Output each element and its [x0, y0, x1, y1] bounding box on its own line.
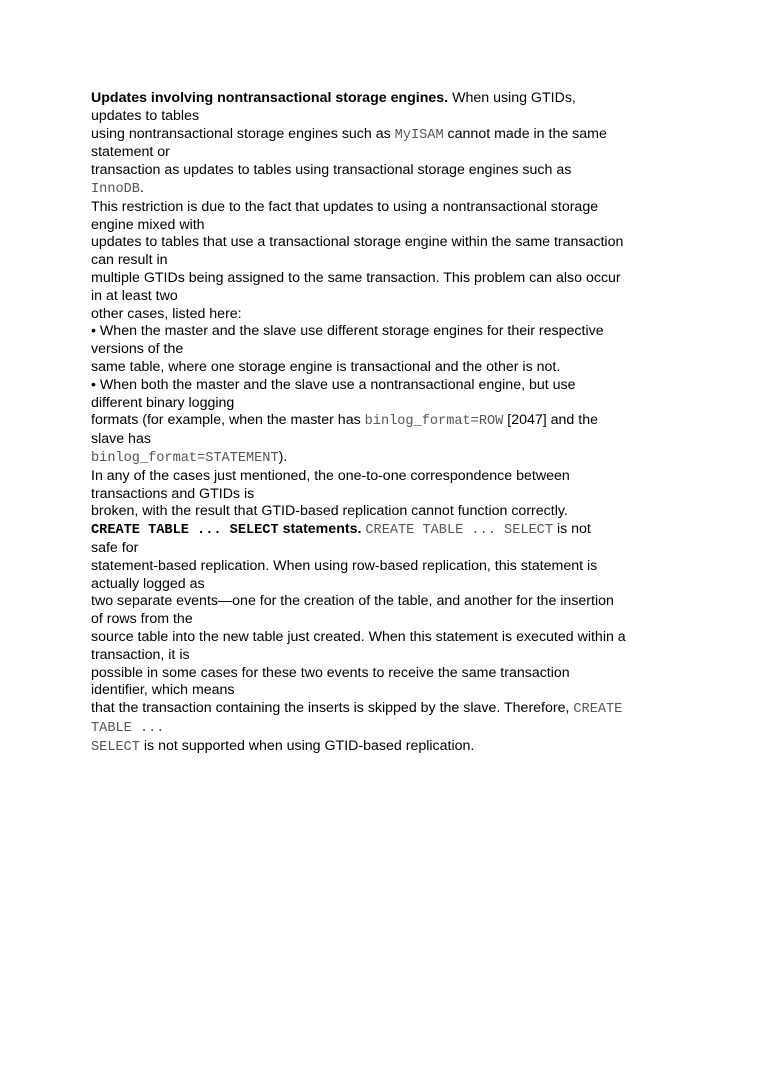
- text-line: [91, 341, 681, 359]
- body-text: [2047] and the: [503, 412, 598, 429]
- body-text: other cases, listed here:: [91, 305, 242, 322]
- text-line: [91, 377, 681, 395]
- text-line: [91, 647, 681, 665]
- body-text: .: [139, 179, 144, 196]
- body-text: is not supported when using GTID-based replication.: [139, 737, 475, 754]
- text-line: [91, 306, 681, 324]
- body-text: statement or: [91, 144, 170, 161]
- text-line: [91, 558, 681, 576]
- body-text: versions of the: [91, 341, 184, 358]
- body-text: • When the master and the slave use different storage engines for their respective: [91, 323, 604, 340]
- code-heading-text: CREATE TABLE ... SELECT: [91, 523, 279, 539]
- body-text: updates to tables: [91, 107, 200, 124]
- text-line: [91, 234, 681, 252]
- text-line: [91, 576, 681, 594]
- text-line: [91, 288, 681, 306]
- text-line: [91, 162, 681, 180]
- text-line: [91, 270, 681, 288]
- body-text: updates to tables that use a transactional storage engine within the same transaction: [91, 234, 624, 251]
- text-line: [91, 126, 681, 145]
- text-line: [91, 486, 681, 504]
- text-line: [91, 180, 681, 199]
- text-line: [91, 199, 681, 217]
- text-line: [91, 665, 681, 683]
- text-line: [91, 468, 681, 486]
- body-text: slave has: [91, 431, 151, 448]
- text-line: [91, 540, 681, 558]
- body-text: identifier, which means: [91, 682, 235, 699]
- text-line: [91, 252, 681, 270]
- body-text: transactions and GTIDs is: [91, 485, 255, 502]
- body-text: transaction as updates to tables using transactional storage engines such as: [91, 162, 572, 179]
- body-text: of rows from the: [91, 611, 193, 628]
- text-line: [91, 217, 681, 235]
- body-text: different binary logging: [91, 394, 235, 411]
- code-text: binlog_format=STATEMENT: [91, 450, 279, 466]
- body-text: can result in: [91, 252, 168, 269]
- body-text: possible in some cases for these two events to receive the same transaction: [91, 664, 570, 681]
- code-text: binlog_format=ROW: [364, 414, 504, 430]
- text-line: [91, 449, 681, 468]
- body-text: in at least two: [91, 287, 178, 304]
- text-line: [91, 323, 681, 341]
- text-line: [91, 503, 681, 521]
- text-line: [91, 412, 681, 431]
- text-line: [91, 682, 681, 700]
- body-text: using nontransactional storage engines such as: [91, 125, 395, 142]
- body-text: cannot made in the same: [443, 125, 607, 142]
- body-text: engine mixed with: [91, 216, 205, 233]
- body-text: statement-based replication. When using row-based replication, this statement is: [91, 557, 598, 574]
- body-text: broken, with the result that GTID-based replication cannot function correctly.: [91, 503, 568, 520]
- body-text: formats (for example, when the master has: [91, 412, 365, 429]
- body-text: source table into the new table just created. When this statement is executed within a: [91, 628, 626, 645]
- text-line: [91, 108, 681, 126]
- text-line: [91, 521, 681, 540]
- text-line: [91, 593, 681, 611]
- body-text: In any of the cases just mentioned, the one-to-one correspondence between: [91, 467, 570, 484]
- code-text: CREATE: [573, 702, 623, 718]
- code-text: CREATE TABLE ... SELECT: [365, 523, 553, 539]
- body-text: that the transaction containing the inserts is skipped by the slave. Therefore,: [91, 700, 574, 717]
- text-line: [91, 431, 681, 449]
- body-text: When using GTIDs,: [448, 90, 576, 106]
- text-line: [91, 629, 681, 647]
- body-text: actually logged as: [91, 575, 205, 592]
- bold-heading-text: Updates involving nontransactional storage engines.: [91, 90, 449, 106]
- text-line: [91, 700, 681, 719]
- text-line: [91, 719, 681, 738]
- body-text: multiple GTIDs being assigned to the same transaction. This problem can also occur: [91, 269, 621, 286]
- text-line: [91, 359, 681, 377]
- body-text: ).: [278, 448, 288, 465]
- document-body: [91, 90, 681, 756]
- text-line: [91, 144, 681, 162]
- body-text: two separate events—one for the creation of the table, and another for the insertion: [91, 593, 614, 610]
- body-text: safe for: [91, 539, 139, 556]
- code-text: SELECT: [91, 739, 140, 755]
- body-text: same table, where one storage engine is transactional and the other is not.: [91, 358, 561, 375]
- text-line: [91, 738, 681, 757]
- text-line: [91, 90, 681, 108]
- code-text: TABLE ...: [91, 720, 165, 736]
- text-line: [91, 611, 681, 629]
- code-text: InnoDB: [91, 181, 140, 197]
- code-text: MyISAM: [394, 127, 444, 143]
- body-text: This restriction is due to the fact that updates to using a nontransactional storage: [91, 198, 599, 215]
- text-line: [91, 395, 681, 413]
- body-text: • When both the master and the slave use a nontransactional engine, but use: [91, 376, 576, 393]
- body-text: transaction, it is: [91, 646, 190, 663]
- bold-heading-text: statements.: [278, 521, 362, 538]
- body-text: is not: [553, 521, 591, 538]
